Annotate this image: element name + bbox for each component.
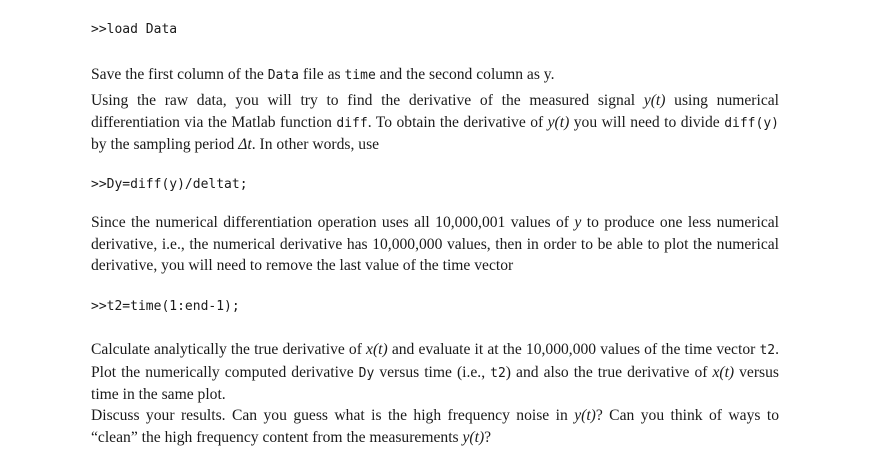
inline-code-dy: Dy	[358, 365, 375, 381]
text-segment: versus time (i.e.,	[374, 363, 491, 381]
text-segment: by the sampling period	[91, 136, 239, 153]
code-diff-command: >>Dy=diff(y)/deltat;	[91, 177, 248, 192]
text-segment: . Plot the numerically computed derivative	[91, 341, 779, 381]
inline-code-data: Data	[267, 68, 299, 83]
math-y-of-t: y(t)	[574, 407, 596, 424]
text-segment: Save the first column of the	[91, 66, 268, 83]
math-delta-t: Δt	[238, 136, 252, 153]
inline-code-diff-y: diff(y)	[724, 115, 779, 131]
text-segment: ) and also the true derivative of	[505, 363, 713, 381]
inline-code-t2: t2	[759, 343, 776, 358]
paragraph-numerical-differentiation	[91, 90, 779, 156]
paragraph-save-columns	[91, 64, 779, 87]
text-segment: Since the numerical differentiation operation uses all 10,000,001 values of	[91, 214, 575, 231]
text-segment: using numerical differentiation via the Matlab function	[91, 92, 780, 131]
math-x-of-t: x(t)	[712, 363, 735, 381]
text-segment: Using the raw data, you will try to find the derivative of the measured signal	[91, 92, 644, 109]
inline-code-time: time	[344, 68, 376, 83]
math-y-of-t: y(t)	[547, 113, 570, 131]
code-time-vector: >>t2=time(1:end-1);	[91, 299, 240, 314]
paragraph-discuss-results	[91, 405, 779, 448]
math-y-of-t: y(t)	[462, 428, 485, 446]
text-segment: versus time in the same plot.	[91, 363, 779, 403]
math-x-of-t: x(t)	[366, 341, 388, 358]
text-segment: . In other words, use	[251, 136, 380, 153]
text-segment: Discuss your results. Can you guess what is the high frequency noise in	[91, 407, 575, 424]
text-segment: and evaluate it at the 10,000,000 values of the time vector	[387, 341, 760, 358]
text-segment: file as	[299, 66, 345, 83]
inline-code-t2: t2	[490, 365, 506, 381]
text-segment: Calculate analytically the true derivative of	[91, 341, 367, 358]
text-segment: and the second column as y.	[375, 66, 555, 83]
math-y-of-t: y(t)	[643, 92, 666, 109]
math-y: y	[574, 214, 582, 231]
paragraph-true-derivative	[91, 339, 779, 406]
text-segment: you will need to divide	[569, 113, 725, 131]
text-segment: to produce one less numerical derivative, i.e., the numerical derivative has 10,000,000 values, then in order to be able to plot the numerical derivative, you will need to remove the last value of the time vector	[91, 214, 779, 274]
paragraph-remove-last-value	[91, 212, 779, 277]
text-segment: ?	[484, 428, 492, 446]
text-segment: . To obtain the derivative of	[367, 113, 548, 131]
inline-code-diff: diff	[336, 115, 368, 131]
code-load-data: >>load Data	[91, 22, 178, 37]
text-segment: ? Can you think of ways to “clean” the high frequency content from the measurements	[91, 407, 780, 446]
